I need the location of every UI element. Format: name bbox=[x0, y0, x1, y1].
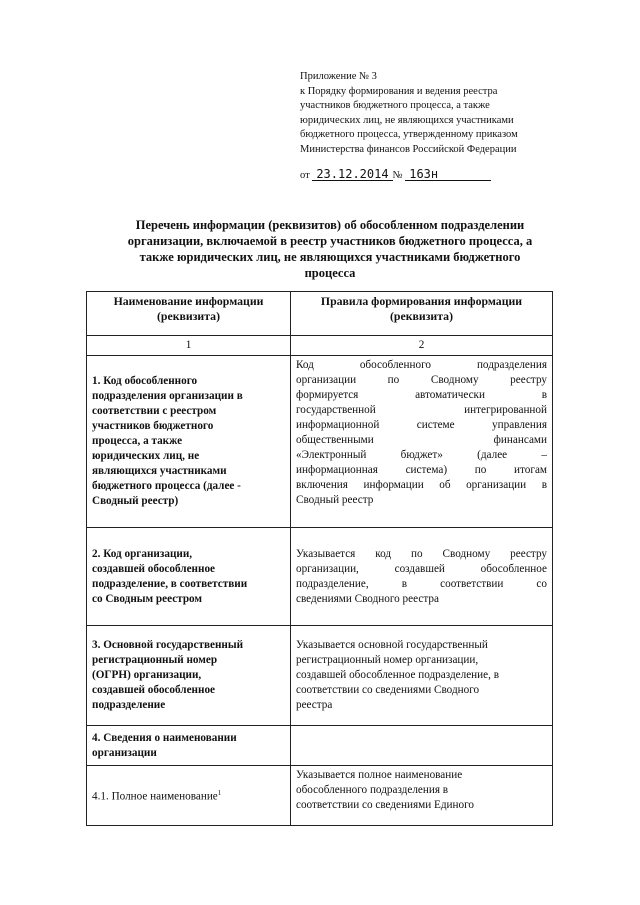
title-line: также юридических лиц, не являющихся участниками бюджетного bbox=[139, 250, 521, 264]
cell-line: организации, создавшей обособленное bbox=[296, 562, 547, 575]
title-line: организации, включаемой в реестр участников бюджетного процесса, а bbox=[127, 234, 533, 248]
row-3-name bbox=[87, 626, 291, 726]
cell-line: регистрационный номер организации, bbox=[296, 654, 479, 666]
header-col-rules bbox=[291, 292, 553, 336]
cell-line: соответствии со сведениями Сводного bbox=[296, 684, 480, 696]
table-row bbox=[87, 528, 553, 626]
table-row bbox=[87, 726, 553, 766]
row-1-rule bbox=[291, 356, 553, 528]
order-date-line bbox=[300, 168, 491, 181]
cell-line: Сводный реестр) bbox=[92, 495, 179, 507]
number-label: № bbox=[392, 170, 403, 181]
table-index-row bbox=[87, 336, 553, 356]
appendix-line: Министерства финансов Российской Федерации bbox=[300, 143, 517, 155]
cell-line: реестра bbox=[296, 699, 333, 711]
cell-line: Код обособленного подразделения bbox=[296, 359, 547, 371]
appendix-line: бюджетного процесса, утвержденному приказом bbox=[300, 129, 518, 140]
appendix-line: Приложение № 3 bbox=[300, 71, 377, 82]
table-row bbox=[87, 766, 553, 826]
cell-line: юридических лиц, не bbox=[92, 450, 200, 462]
cell-line: 1. Код обособленного bbox=[92, 375, 198, 387]
row-4-1-rule bbox=[291, 766, 553, 826]
cell-line: государственной интегрированной bbox=[296, 404, 547, 416]
cell-line: подразделение, в соответствии со bbox=[296, 577, 547, 590]
row-1-name bbox=[87, 356, 291, 528]
cell-line: Сводный реестр bbox=[296, 494, 374, 506]
cell-line: формируется автоматически в bbox=[296, 389, 547, 401]
cell-line: 4. Сведения о наименовании bbox=[92, 731, 237, 744]
row-2-rule bbox=[291, 528, 553, 626]
order-number: 163н bbox=[405, 168, 491, 181]
row-4-name bbox=[87, 726, 291, 766]
cell-line: бюджетного процесса (далее - bbox=[92, 480, 241, 492]
row-4-1-name bbox=[87, 766, 291, 826]
cell-line: (ОГРН) организации, bbox=[92, 669, 202, 681]
header-line: Правила формирования информации bbox=[320, 294, 523, 308]
cell-line: 3. Основной государственный bbox=[92, 639, 244, 651]
cell-line: сведениями Сводного реестра bbox=[296, 592, 439, 605]
cell-line: 2. Код организации, bbox=[92, 547, 193, 560]
cell-line: регистрационный номер bbox=[92, 654, 218, 666]
cell-line: включения информации об организации в bbox=[296, 479, 547, 491]
cell-line: организации по Сводному реестру bbox=[296, 374, 547, 386]
requisites-table bbox=[86, 291, 553, 826]
cell-line: процесса, а также bbox=[92, 435, 183, 447]
cell-line: информационная система) по итогам bbox=[296, 464, 547, 476]
table-row bbox=[87, 356, 553, 528]
date-prefix: от bbox=[300, 170, 310, 181]
header-col-name bbox=[87, 292, 291, 336]
header-line: (реквизита) bbox=[157, 309, 220, 323]
cell-line: со Сводным реестром bbox=[92, 592, 203, 605]
title-line: Перечень информации (реквизитов) об обособленном подразделении bbox=[135, 218, 525, 232]
cell-line: информационной системе управления bbox=[296, 419, 547, 431]
cell-line: Указывается основной государственный bbox=[296, 639, 488, 651]
row-4-rule bbox=[291, 726, 553, 766]
cell-line: соответствии с реестром bbox=[92, 405, 217, 417]
appendix-line: участников бюджетного процесса, а также bbox=[300, 100, 490, 111]
appendix-line: к Порядку формирования и ведения реестра bbox=[300, 85, 498, 97]
table-header-row bbox=[87, 292, 553, 336]
cell-line: участников бюджетного bbox=[92, 420, 214, 432]
table-row bbox=[87, 626, 553, 726]
order-date: 23.12.2014 bbox=[312, 168, 392, 181]
cell-line: Указывается код по Сводному реестру bbox=[296, 547, 547, 560]
cell-line: создавшей обособленное подразделение, в bbox=[296, 669, 499, 681]
index-col-1: 1 bbox=[87, 336, 291, 356]
cell-line: подразделения организации в bbox=[92, 390, 243, 402]
header-line: Наименование информации bbox=[113, 294, 264, 308]
index-col-2: 2 bbox=[291, 336, 553, 356]
header-line: (реквизита) bbox=[390, 309, 453, 323]
document-title bbox=[70, 217, 590, 281]
cell-line: создавшей обособленное bbox=[92, 562, 216, 575]
row-3-rule bbox=[291, 626, 553, 726]
cell-line: подразделение, в соответствии bbox=[92, 577, 248, 590]
cell-line: «Электронный бюджет» (далее – bbox=[296, 449, 547, 461]
title-line: процесса bbox=[304, 266, 356, 280]
cell-line: подразделение bbox=[92, 699, 166, 711]
cell-line: являющихся участниками bbox=[92, 465, 227, 477]
cell-line: общественными финансами bbox=[296, 434, 547, 446]
cell-line: обособленного подразделения в bbox=[296, 784, 449, 796]
appendix-line: юридических лиц, не являющихся участниками bbox=[300, 114, 514, 126]
footnote-mark: 1 bbox=[217, 789, 222, 798]
appendix-header bbox=[300, 70, 610, 157]
cell-line: Указывается полное наименование bbox=[296, 769, 463, 781]
cell-line: организации bbox=[92, 746, 157, 759]
cell-line: создавшей обособленное bbox=[92, 684, 216, 696]
row-4-1-label: 4.1. Полное наименование bbox=[92, 790, 218, 803]
row-2-name bbox=[87, 528, 291, 626]
cell-line: соответствии со сведениями Единого bbox=[296, 799, 475, 811]
